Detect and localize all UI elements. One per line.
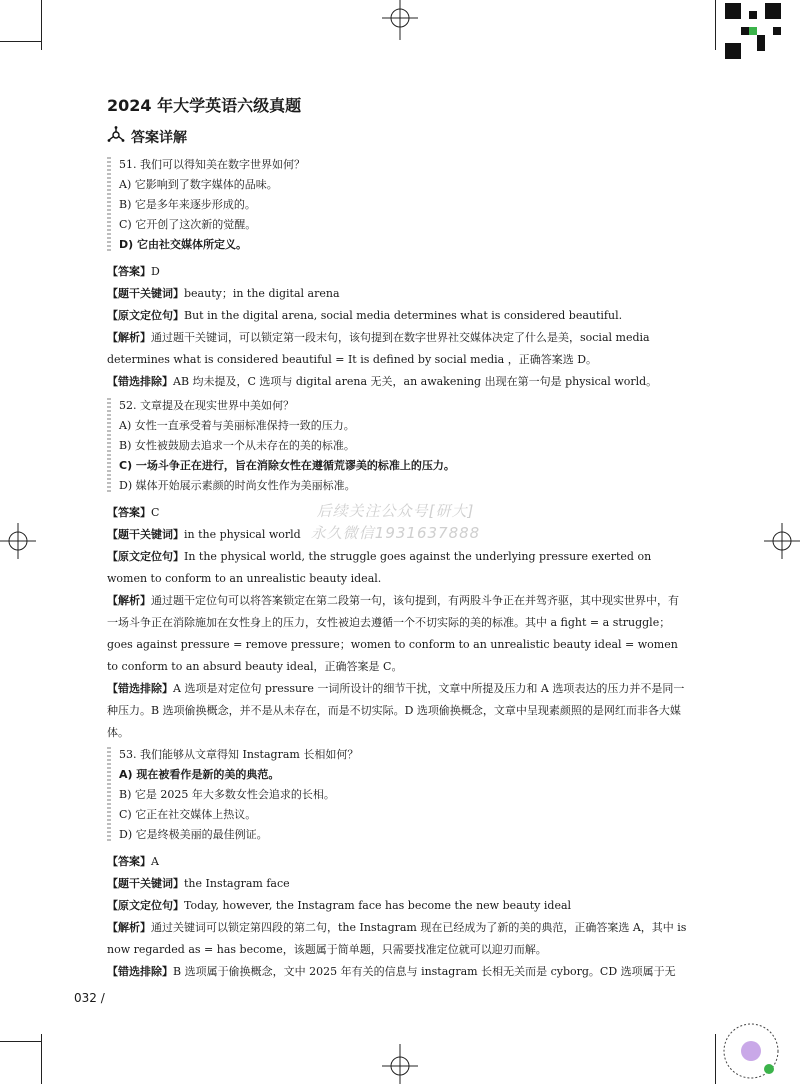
dashed-bar	[107, 747, 111, 843]
option-correct: D) 它由社交媒体所定义。	[119, 238, 247, 251]
value: 通过题干关键词，可以锁定第一段末句，该句提到在数字世界社交媒体决定了什么是美，social media determines what is considered beautiful = It is defined by social media ，正确答案选 D。	[107, 331, 650, 366]
label: 【解析】	[107, 921, 151, 934]
source-line	[107, 546, 687, 590]
question-box	[107, 396, 687, 496]
crop-mark	[0, 1041, 42, 1042]
value: in the physical world	[184, 528, 301, 541]
label: 【题干关键词】	[107, 877, 184, 890]
option: D) 它是终极美丽的最佳例证。	[119, 828, 268, 841]
page-number: 032 /	[74, 991, 105, 1005]
question-block	[107, 396, 687, 744]
value: D	[151, 265, 160, 278]
label: 【错选排除】	[107, 375, 173, 388]
option: B) 女性被鼓励去追求一个从未存在的美的标准。	[119, 439, 355, 452]
label: 【答案】	[107, 265, 151, 278]
exclusion-line	[107, 371, 687, 393]
label: 【原文定位句】	[107, 550, 184, 563]
source-line	[107, 305, 687, 327]
option: C) 它开创了这次新的觉醒。	[119, 218, 257, 231]
question-stem: 52. 文章提及在现实世界中美如何？	[119, 399, 294, 412]
qr-code	[722, 1022, 780, 1080]
watermark	[288, 500, 503, 544]
question-box	[107, 155, 687, 255]
crop-mark	[41, 0, 42, 50]
question-stem: 51. 我们可以得知美在数字世界如何？	[119, 158, 305, 171]
value: But in the digital arena, social media determines what is considered beautiful.	[184, 309, 623, 322]
crop-mark	[715, 0, 716, 50]
value: 通过关键词可以锁定第四段的第二句，the Instagram 现在已经成为了新的美的典范，正确答案选 A，其中 is now regarded as = has become，该题属于简单题，只需要找准定位就可以迎刃而解。	[107, 921, 687, 956]
option: B) 它是多年来逐步形成的。	[119, 198, 256, 211]
source-line	[107, 895, 687, 917]
keyword-line	[107, 873, 687, 895]
answer-line	[107, 261, 687, 283]
label: 【题干关键词】	[107, 528, 184, 541]
label: 【错选排除】	[107, 965, 173, 978]
qr-code	[725, 3, 781, 59]
network-icon	[107, 126, 125, 148]
page-title: 2024 年大学英语六级真题	[107, 96, 302, 115]
dashed-bar	[107, 157, 111, 253]
value: In the physical world, the struggle goes against the underlying pressure exerted on women to conform to an unrealistic beauty ideal.	[107, 550, 652, 585]
label: 【原文定位句】	[107, 899, 184, 912]
value: AB 均未提及，C 选项与 digital arena 无关，an awakening 出现在第一句是 physical world。	[173, 375, 658, 388]
value: the Instagram face	[184, 877, 290, 890]
option: C) 它正在社交媒体上热议。	[119, 808, 257, 821]
label: 【错选排除】	[107, 682, 173, 695]
label: 【原文定位句】	[107, 309, 184, 322]
label: 【答案】	[107, 855, 151, 868]
value: A 选项是对定位句 pressure 一词所设计的细节干扰，文章中所提及压力和 A 选项表达的压力并不是同一种压力。B 选项偷换概念，并不是从未存在，而是不切实际。D 选项偷换概念，文章中呈现素颜照的是网红而非各大媒体。	[107, 682, 685, 739]
analysis-line	[107, 917, 687, 961]
question-box	[107, 745, 687, 845]
analysis-line	[107, 590, 687, 678]
value: 通过题干定位句可以将答案锁定在第二段第一句，该句提到，有两股斗争正在并驾齐驱，其中现实世界中，有一场斗争正在消除施加在女性身上的压力，女性被迫去遵循一个不切实际的美的标准。其中 a fight = a struggle；goes against pressure = remove pressure；women to conform to an unrealistic beauty ideal = women to conform to an absurd beauty ideal，正确答案是 C。	[107, 594, 679, 673]
section-header	[107, 126, 187, 148]
watermark-line: 永久微信1931637888	[310, 524, 481, 542]
option: A) 它影响到了数字媒体的品味。	[119, 178, 278, 191]
crop-mark	[0, 41, 42, 42]
label: 【解析】	[107, 594, 151, 607]
keyword-line	[107, 283, 687, 305]
question-block	[107, 155, 687, 393]
registration-mark	[0, 523, 36, 559]
question-block	[107, 745, 687, 983]
dashed-bar	[107, 398, 111, 494]
label: 【答案】	[107, 506, 151, 519]
registration-mark	[764, 523, 800, 559]
crop-mark	[41, 1034, 42, 1084]
watermark-line: 后续关注公众号[研大]	[316, 502, 475, 520]
crop-mark	[715, 1034, 716, 1084]
value: beauty；in the digital arena	[184, 287, 340, 300]
registration-mark	[382, 1044, 418, 1084]
label: 【题干关键词】	[107, 287, 184, 300]
value: Today, however, the Instagram face has become the new beauty ideal	[184, 899, 572, 912]
value: C	[151, 506, 160, 519]
value: A	[151, 855, 159, 868]
option: D) 媒体开始展示素颜的时尚女性作为美丽标准。	[119, 479, 356, 492]
exclusion-line	[107, 678, 687, 744]
exclusion-line	[107, 961, 687, 983]
section-title: 答案详解	[131, 130, 187, 146]
value: B 选项属于偷换概念，文中 2025 年有关的信息与 instagram 长相无关而是 cyborg。CD 选项属于无	[173, 965, 676, 978]
analysis-line	[107, 327, 687, 371]
answer-line	[107, 851, 687, 873]
option: A) 女性一直承受着与美丽标准保持一致的压力。	[119, 419, 355, 432]
question-stem: 53. 我们能够从文章得知 Instagram 长相如何？	[119, 748, 359, 761]
label: 【解析】	[107, 331, 151, 344]
registration-mark	[382, 0, 418, 40]
option-correct: A) 现在被看作是新的美的典范。	[119, 768, 280, 781]
option-correct: C) 一场斗争正在进行，旨在消除女性在遵循荒谬美的标准上的压力。	[119, 459, 455, 472]
option: B) 它是 2025 年大多数女性会追求的长相。	[119, 788, 335, 801]
